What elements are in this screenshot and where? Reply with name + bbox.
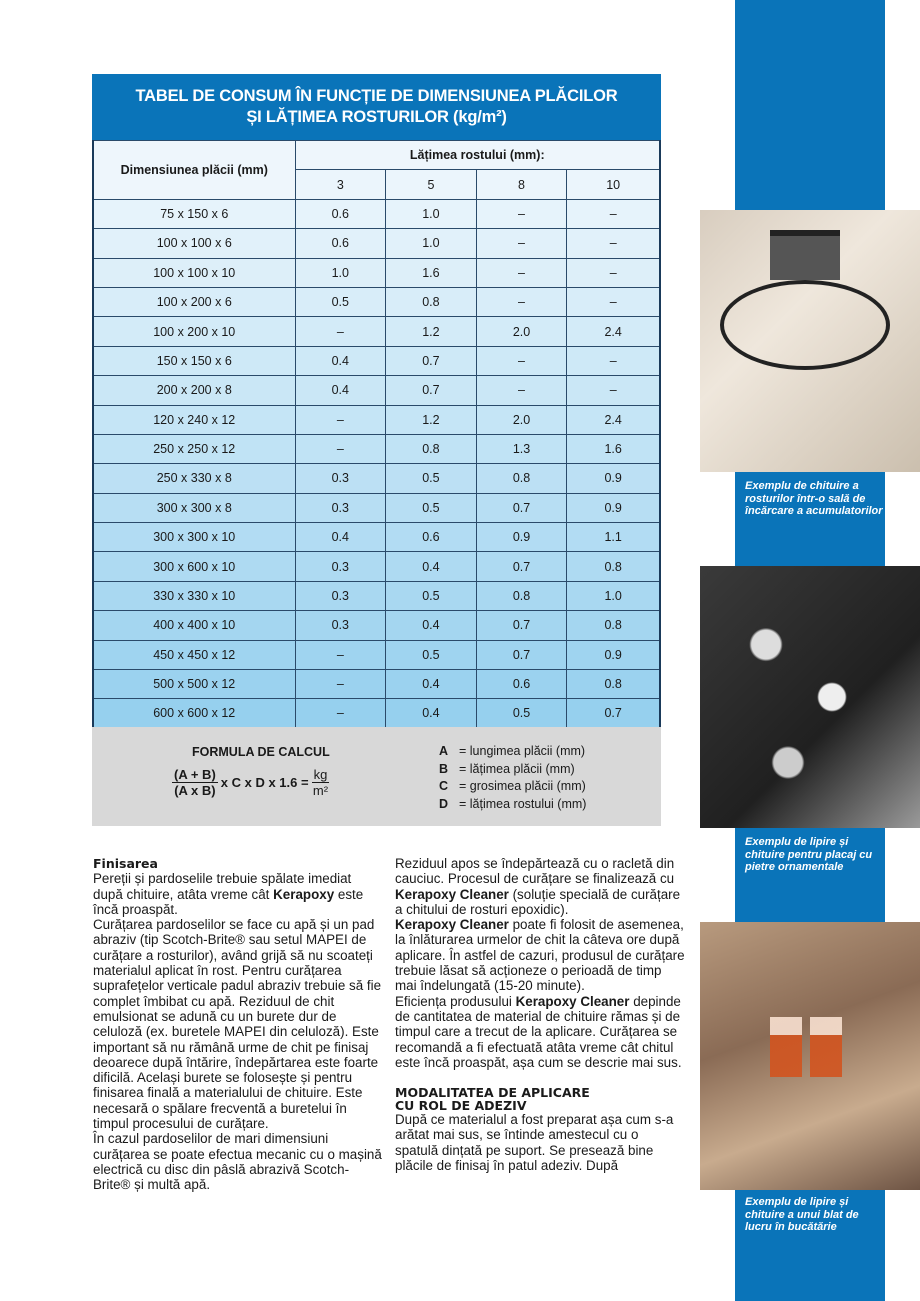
consumption-value: 2.4 — [567, 317, 660, 346]
section-heading — [395, 1086, 685, 1112]
formula-box — [92, 727, 661, 826]
consumption-value: 0.7 — [476, 640, 567, 669]
denominator: (A x B) — [174, 783, 216, 798]
consumption-value: 0.4 — [386, 670, 477, 699]
consumption-value: 0.5 — [386, 493, 477, 522]
consumption-table-block — [92, 74, 661, 729]
consumption-value: 1.0 — [295, 258, 386, 287]
legend-key: C — [439, 779, 449, 793]
consumption-value: 0.6 — [295, 229, 386, 258]
consumption-value: 1.6 — [567, 434, 660, 463]
consumption-value: 0.7 — [476, 552, 567, 581]
consumption-value: 0.5 — [295, 287, 386, 316]
text: Eficiența produsului — [395, 993, 516, 1009]
table-title-line: ȘI LĂȚIMEA ROSTURILOR (kg/m²) — [246, 108, 507, 126]
consumption-value: – — [567, 229, 660, 258]
paragraph — [395, 917, 685, 993]
consumption-value: 1.0 — [386, 199, 477, 228]
consumption-value: – — [295, 317, 386, 346]
table-row — [93, 346, 660, 375]
consumption-value: 0.4 — [295, 346, 386, 375]
consumption-value: 2.4 — [567, 405, 660, 434]
unit-numerator: kg — [313, 767, 328, 782]
legend-item — [439, 761, 586, 779]
legend-key: D — [439, 796, 449, 811]
product-name: Kerapoxy Cleaner — [515, 993, 630, 1009]
photo-caption: Exemplu de chituire a rosturilor într-o sală de încărcare a acumulatorilor — [745, 480, 883, 517]
table-title-line: TABEL DE CONSUM ÎN FUNCȚIE DE DIMENSIUNEA PLĂCILOR — [135, 87, 618, 105]
consumption-value: 0.3 — [295, 552, 386, 581]
section-heading: Finisarea — [93, 856, 158, 871]
table-row — [93, 405, 660, 434]
consumption-value: – — [295, 405, 386, 434]
consumption-value: 0.9 — [567, 464, 660, 493]
consumption-value: 0.8 — [567, 611, 660, 640]
col-header-dimension: Dimensiunea plăcii (mm) — [93, 141, 295, 200]
photo-caption: Exemplu de lipire și chituire pentru placaj cu pietre ornamentale — [745, 836, 873, 873]
consumption-value: 0.4 — [386, 611, 477, 640]
text: poate fi folosit de asemenea, la înlăturarea urmelor de chit la câteva ore după aplicare. În astfel de cazuri, produsul de curățare trebuie lăsat să acționeze o perioadă de timp mai îndelungată (15-20 minute). — [395, 917, 685, 994]
consumption-value: 0.3 — [295, 611, 386, 640]
table-row — [93, 258, 660, 287]
table-row — [93, 611, 660, 640]
heading-line: MODALITATEA DE APLICARE — [395, 1085, 590, 1101]
table-row — [93, 493, 660, 522]
paragraph: După ce materialul a fost preparat așa cum s-a arătat mai sus, se întinde amestecul cu o spatulă dințată pe suport. Se presează bine plăcile de finisaj în patul adeziv. După — [395, 1112, 674, 1174]
consumption-value: – — [476, 199, 567, 228]
table-row — [93, 670, 660, 699]
formula-equation — [172, 767, 329, 798]
battery-shape — [770, 230, 840, 280]
text: (soluție specială de curățare a chitului de rosturi epoxidic). — [395, 886, 681, 917]
consumption-value: 0.6 — [295, 199, 386, 228]
consumption-value: 1.1 — [567, 523, 660, 552]
tile-dimension: 100 x 200 x 6 — [93, 287, 295, 316]
legend-item — [439, 796, 586, 814]
consumption-value: 0.5 — [386, 464, 477, 493]
unit-denominator: m² — [312, 783, 329, 798]
consumption-value: 1.2 — [386, 405, 477, 434]
consumption-value: – — [567, 287, 660, 316]
paragraph — [93, 871, 383, 917]
tile-dimension: 250 x 250 x 12 — [93, 434, 295, 463]
consumption-value: 0.9 — [476, 523, 567, 552]
consumption-value: 0.8 — [476, 581, 567, 610]
consumption-value: 0.4 — [295, 376, 386, 405]
table-row — [93, 229, 660, 258]
consumption-value: 0.7 — [386, 346, 477, 375]
consumption-value: 0.5 — [386, 581, 477, 610]
consumption-value: 0.5 — [476, 699, 567, 728]
glass-shape — [810, 1017, 842, 1077]
legend-key: B — [439, 761, 449, 776]
joint-width-header: 3 — [295, 170, 386, 199]
tile-dimension: 250 x 330 x 8 — [93, 464, 295, 493]
formula-middle: x C x D x 1.6 = — [220, 775, 309, 790]
tile-dimension: 600 x 600 x 12 — [93, 699, 295, 728]
joint-width-header: 8 — [476, 170, 567, 199]
col-header-joint-width: Lățimea rostului (mm): — [295, 141, 660, 170]
consumption-value: – — [567, 258, 660, 287]
tile-dimension: 400 x 400 x 10 — [93, 611, 295, 640]
consumption-value: 0.8 — [476, 464, 567, 493]
legend-value: = lungimea plăcii (mm) — [459, 744, 586, 758]
consumption-value: 0.4 — [386, 699, 477, 728]
consumption-value: – — [476, 287, 567, 316]
paragraph — [395, 994, 685, 1070]
tile-dimension: 100 x 100 x 10 — [93, 258, 295, 287]
formula-title: FORMULA DE CALCUL — [192, 745, 330, 759]
consumption-value: 0.7 — [386, 376, 477, 405]
consumption-value: 0.9 — [567, 493, 660, 522]
product-name: Kerapoxy Cleaner — [395, 917, 509, 933]
consumption-value: 0.4 — [386, 552, 477, 581]
consumption-value: 0.7 — [476, 493, 567, 522]
tile-dimension: 150 x 150 x 6 — [93, 346, 295, 375]
paragraph — [395, 856, 685, 917]
consumption-value: – — [476, 258, 567, 287]
joint-width-header: 5 — [386, 170, 477, 199]
consumption-value: 0.8 — [567, 670, 660, 699]
tile-dimension: 100 x 200 x 10 — [93, 317, 295, 346]
legend-item — [439, 743, 586, 761]
consumption-value: 0.9 — [567, 640, 660, 669]
consumption-value: – — [567, 199, 660, 228]
photo-caption: Exemplu de lipire și chituire a unui blat de lucru în bucătărie — [745, 1196, 859, 1233]
consumption-value: – — [295, 640, 386, 669]
consumption-table — [92, 140, 661, 729]
photo-ornamental-stones — [700, 566, 920, 828]
consumption-value: 0.7 — [567, 699, 660, 728]
consumption-value: – — [295, 670, 386, 699]
consumption-value: 1.2 — [386, 317, 477, 346]
table-title — [92, 74, 661, 140]
table-row — [93, 287, 660, 316]
tile-dimension: 300 x 300 x 10 — [93, 523, 295, 552]
consumption-value: – — [476, 376, 567, 405]
consumption-value: – — [567, 346, 660, 375]
paragraph: În cazul pardoselilor de mari dimensiuni curățarea se poate efectua mecanic cu o mașină electrică cu disc din pâslă abrazivă Scotch-Brite® și multă apă. — [93, 1131, 382, 1193]
photo-battery-room — [700, 210, 920, 472]
consumption-value: 0.8 — [386, 434, 477, 463]
legend-key: A — [439, 744, 449, 758]
consumption-value: 1.6 — [386, 258, 477, 287]
paragraph: Curățarea pardoselilor se face cu apă și un pad abraziv (tip Scotch-Brite® sau setul MAPEI de curățare a rosturilor), având grijă să nu scoateți materialul aplicat în rost. Pentru curățarea suprafețelor verticale padul abraziv trebuie să fie complet îmbibat cu apă. Reziduul de chit emulsionat se adună cu un burete dur de celuloză (ex. buretele MAPEI din celuloză). Este important să nu rămână urme de chit pe finisaj deoarece după întărire, îndepărtarea este foarte dificilă. Același burete se folosește și pentru finisarea finală a materialului de chituire. Este necesară o spălare frecventă a buretelui în timpul procesului de curățare. — [93, 917, 382, 1132]
table-row — [93, 464, 660, 493]
consumption-value: 0.5 — [386, 640, 477, 669]
consumption-value: 2.0 — [476, 317, 567, 346]
text-column-2 — [395, 856, 685, 1173]
table-row — [93, 376, 660, 405]
consumption-value: – — [476, 346, 567, 375]
consumption-value: 2.0 — [476, 405, 567, 434]
consumption-value: 0.3 — [295, 581, 386, 610]
tile-dimension: 500 x 500 x 12 — [93, 670, 295, 699]
table-row — [93, 552, 660, 581]
tile-dimension: 75 x 150 x 6 — [93, 199, 295, 228]
legend-item — [439, 778, 586, 796]
unit-fraction — [312, 767, 330, 798]
table-row — [93, 523, 660, 552]
consumption-value: 1.0 — [567, 581, 660, 610]
legend-value: = lățimea plăcii (mm) — [459, 761, 575, 776]
legend-value: = lățimea rostului (mm) — [459, 796, 587, 811]
tile-dimension: 300 x 600 x 10 — [93, 552, 295, 581]
consumption-value: 1.0 — [386, 229, 477, 258]
tile-dimension: 200 x 200 x 8 — [93, 376, 295, 405]
numerator: (A + B) — [174, 767, 216, 782]
table-row — [93, 581, 660, 610]
tile-dimension: 330 x 330 x 10 — [93, 581, 295, 610]
consumption-value: 0.8 — [386, 287, 477, 316]
consumption-value: 0.3 — [295, 493, 386, 522]
consumption-value: 1.3 — [476, 434, 567, 463]
cable-shape — [720, 280, 890, 370]
formula-legend — [439, 743, 586, 813]
tile-dimension: 300 x 300 x 8 — [93, 493, 295, 522]
glass-shape — [770, 1017, 802, 1077]
consumption-value: – — [295, 699, 386, 728]
consumption-value: 0.7 — [476, 611, 567, 640]
tile-dimension: 100 x 100 x 6 — [93, 229, 295, 258]
text-column-1 — [93, 856, 383, 1193]
product-name: Kerapoxy — [273, 886, 335, 902]
consumption-value: 0.4 — [295, 523, 386, 552]
table-row — [93, 317, 660, 346]
legend-value: = grosimea plăcii (mm) — [459, 779, 586, 793]
consumption-value: – — [476, 229, 567, 258]
text: Pereții și pardoselile trebuie spălate imediat după chituire, atâta vreme cât — [93, 871, 352, 902]
table-row — [93, 434, 660, 463]
table-row — [93, 640, 660, 669]
photo-kitchen-counter — [700, 922, 920, 1190]
tile-dimension: 450 x 450 x 12 — [93, 640, 295, 669]
consumption-value: 0.6 — [386, 523, 477, 552]
consumption-value: 0.8 — [567, 552, 660, 581]
consumption-value: – — [295, 434, 386, 463]
heading-line: CU ROL DE ADEZIV — [395, 1098, 527, 1114]
table-row — [93, 199, 660, 228]
product-name: Kerapoxy Cleaner — [395, 886, 509, 902]
tile-dimension: 120 x 240 x 12 — [93, 405, 295, 434]
fraction — [172, 767, 218, 798]
joint-width-header: 10 — [567, 170, 660, 199]
text: Reziduul apos se îndepărtează cu o racletă din cauciuc. Procesul de curățare se finalizează cu — [395, 856, 675, 887]
text: este încă proaspăt. — [93, 886, 364, 917]
text: depinde de cantitatea de material de chituire rămas și de timpul care a trecut de la aplicare. Curățarea se recomandă a fi efectuată atâta vreme cât chitul este încă proaspăt, așa cum se descrie mai sus. — [395, 993, 682, 1070]
table-row — [93, 699, 660, 728]
consumption-value: 0.3 — [295, 464, 386, 493]
consumption-value: 0.6 — [476, 670, 567, 699]
consumption-value: – — [567, 376, 660, 405]
